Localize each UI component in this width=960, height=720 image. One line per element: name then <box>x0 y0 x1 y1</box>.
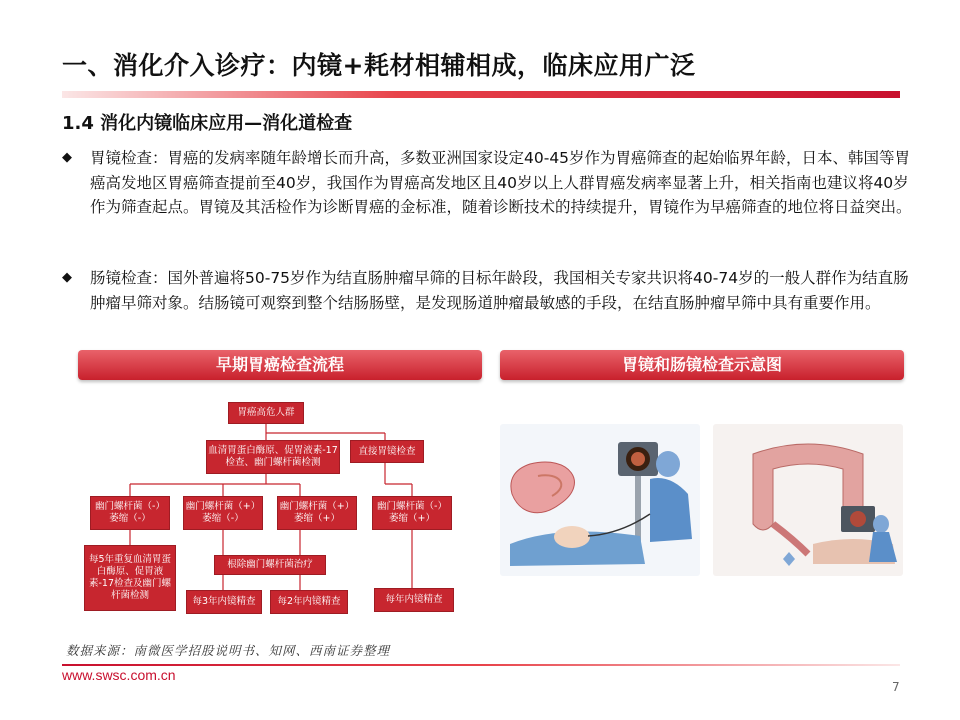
flow-every-year: 每年内镜精查 <box>374 588 454 612</box>
bullet-diamond-icon: ◆ <box>62 150 72 165</box>
flow-recheck-every-5-years: 每5年重复血清胃蛋白酶原、促胃液素-17检查及幽门螺杆菌检测 <box>84 545 176 611</box>
illustration-panel-title: 胃镜和肠镜检查示意图 <box>500 350 904 380</box>
data-source-note: 数据来源：南微医学招股说明书、知网、西南证券整理 <box>66 643 391 658</box>
flow-every-2-years: 每2年内镜精查 <box>270 590 348 614</box>
slide-title: 一、消化介入诊疗：内镜+耗材相辅相成，临床应用广泛 <box>62 51 696 80</box>
flow-every-3-years: 每3年内镜精查 <box>186 590 262 614</box>
flow-group-hp-neg-atrophy-pos: 幽门螺杆菌（-）萎缩（+） <box>372 496 452 530</box>
page-number: 7 <box>892 680 900 694</box>
flow-direct-gastroscopy: 直接胃镜检查 <box>350 440 424 463</box>
bullet-gastroscopy-text: 胃镜检查：胃癌的发病率随年龄增长而升高，多数亚洲国家设定40-45岁作为胃癌筛查的起始临界年龄，日本、韩国等胃癌高发地区胃癌筛查提前至40岁，我国作为胃癌高发地区且40岁以上人群胃癌发病率显著上升，相关指南也建议将40岁作为筛查起点。胃镜及其活检作为诊断胃癌的金标准，随着诊断技术的持续提升，胃镜作为早癌筛查的地位将日益突出。 <box>90 149 912 216</box>
flow-group-hp-neg-atrophy-neg: 幽门螺杆菌（-）萎缩（-） <box>90 496 170 530</box>
colonoscopy-illustration <box>713 424 903 576</box>
flow-hp-eradication: 根除幽门螺杆菌治疗 <box>214 555 326 575</box>
gastroscopy-illustration <box>500 424 700 576</box>
footer-divider <box>62 664 900 666</box>
footer-website-link[interactable]: www.swsc.com.cn <box>62 667 176 683</box>
flow-high-risk: 胃癌高危人群 <box>228 402 304 424</box>
bullet-diamond-icon: ◆ <box>62 270 72 285</box>
section-subtitle: 1.4 消化内镜临床应用—消化道检查 <box>62 113 353 134</box>
flow-group-hp-pos-atrophy-pos: 幽门螺杆菌（+）萎缩（+） <box>277 496 357 530</box>
bullet-colonoscopy-text: 肠镜检查：国外普遍将50-75岁作为结直肠肿瘤早筛的目标年龄段，我国相关专家共识将40-74岁的一般人群作为结直肠肿瘤早筛对象。结肠镜可观察到整个结肠肠壁，是发现肠道肿瘤最敏感的手段，在结直肠肿瘤早筛中具有重要作用。 <box>90 269 909 312</box>
flowchart-panel-title: 早期胃癌检查流程 <box>78 350 482 380</box>
flow-serum-test: 血清胃蛋白酶原、促胃液素-17检查、幽门螺杆菌检测 <box>206 440 340 474</box>
flow-group-hp-pos-atrophy-neg: 幽门螺杆菌（+）萎缩（-） <box>183 496 263 530</box>
